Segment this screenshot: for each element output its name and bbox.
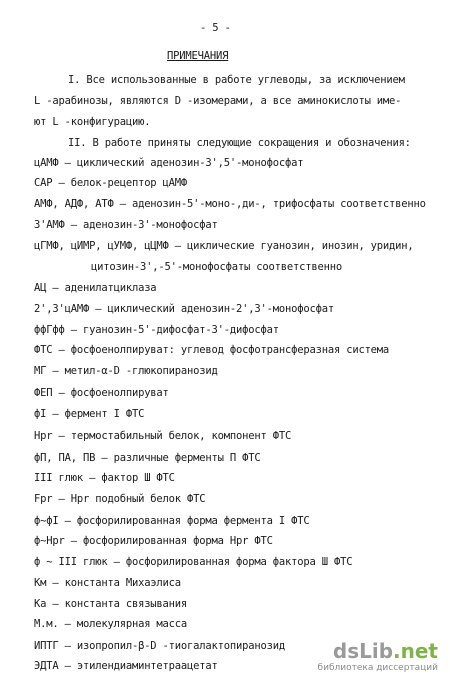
note-line: ют L -конфигурацию.	[34, 116, 151, 128]
note-line: фI – фермент I ФТС	[34, 408, 145, 420]
page-number: - 5 -	[200, 22, 231, 34]
note-line: Kа – константа связывания	[34, 598, 188, 610]
note-line: L -арабинозы, являются D -изомерами, а все аминокислоты име-	[34, 95, 402, 107]
note-line: МГ – метил-α-D -глюкопиранозид	[34, 365, 218, 377]
note-line: ЭДТА – этилендиаминтетраацетат	[34, 660, 218, 672]
note-line: ф ~ III глюк – фосфорилированная форма фактора Ш ФТС	[34, 556, 353, 568]
watermark	[317, 637, 442, 677]
note-line: ИПТГ – изопропил-β-D -тиогалактопиранозид	[34, 640, 285, 652]
note-line: ф~Hpr – фосфорилированная форма Hpr ФТС	[34, 535, 273, 547]
note-line: 3'АМФ – аденозин-3'-монофосфат	[34, 219, 218, 231]
note-line: Kм – константа Михаэлиса	[34, 577, 181, 589]
note-line: ФТС – фосфоенолпируват: углевод фосфотрансферазная система	[34, 344, 390, 356]
notes-heading: ПРИМЕЧАНИЯ	[167, 50, 229, 62]
note-line: ффГфф – гуанозин-5'-дифосфат-3'-дифосфат	[34, 324, 279, 336]
note-line: АЦ – аденилатциклаза	[34, 282, 157, 294]
note-line: АМФ, АДФ, АТФ – аденозин-5'-моно-,ди-, трифосфаты соответственно	[34, 198, 426, 210]
note-line: цитозин-3',-5'-монофосфаты соответственно	[91, 261, 342, 273]
watermark-logo: dsLib.net	[332, 639, 438, 663]
note-line: фП, ПА, ПВ – различные ферменты П ФТС	[34, 452, 261, 464]
note-line: ф~фI – фосфорилированная форма фермента I ФТС	[34, 515, 310, 527]
note-line: 2',3'цАМФ – циклический аденозин-2',3'-монофосфат	[34, 303, 334, 315]
note-line: I. Все использованные в работе углеводы, за исключением	[68, 74, 405, 86]
note-line: цГМФ, цИМР, цУМФ, цЦМФ – циклические гуанозин, инозин, уридин,	[34, 240, 414, 252]
note-line: Hpr – термостабильный белок, компонент ФТС	[34, 430, 292, 442]
watermark-subtitle: библиотека диссертаций	[317, 663, 438, 673]
note-line: ФЕП – фосфоенолпируват	[34, 387, 169, 399]
note-line: II. В работе приняты следующие сокращения и обозначения:	[68, 137, 411, 149]
note-line: М.м. – молекулярная масса	[34, 618, 188, 630]
note-line: САР – белок-рецептор цАМФ	[34, 177, 188, 189]
note-line: цАМФ – циклический аденозин-3',5'-монофосфат	[34, 157, 304, 169]
note-line: III глюк – фактор Ш ФТС	[34, 472, 175, 484]
note-line: Fpr – Hpr подобный белок ФТС	[34, 493, 206, 505]
